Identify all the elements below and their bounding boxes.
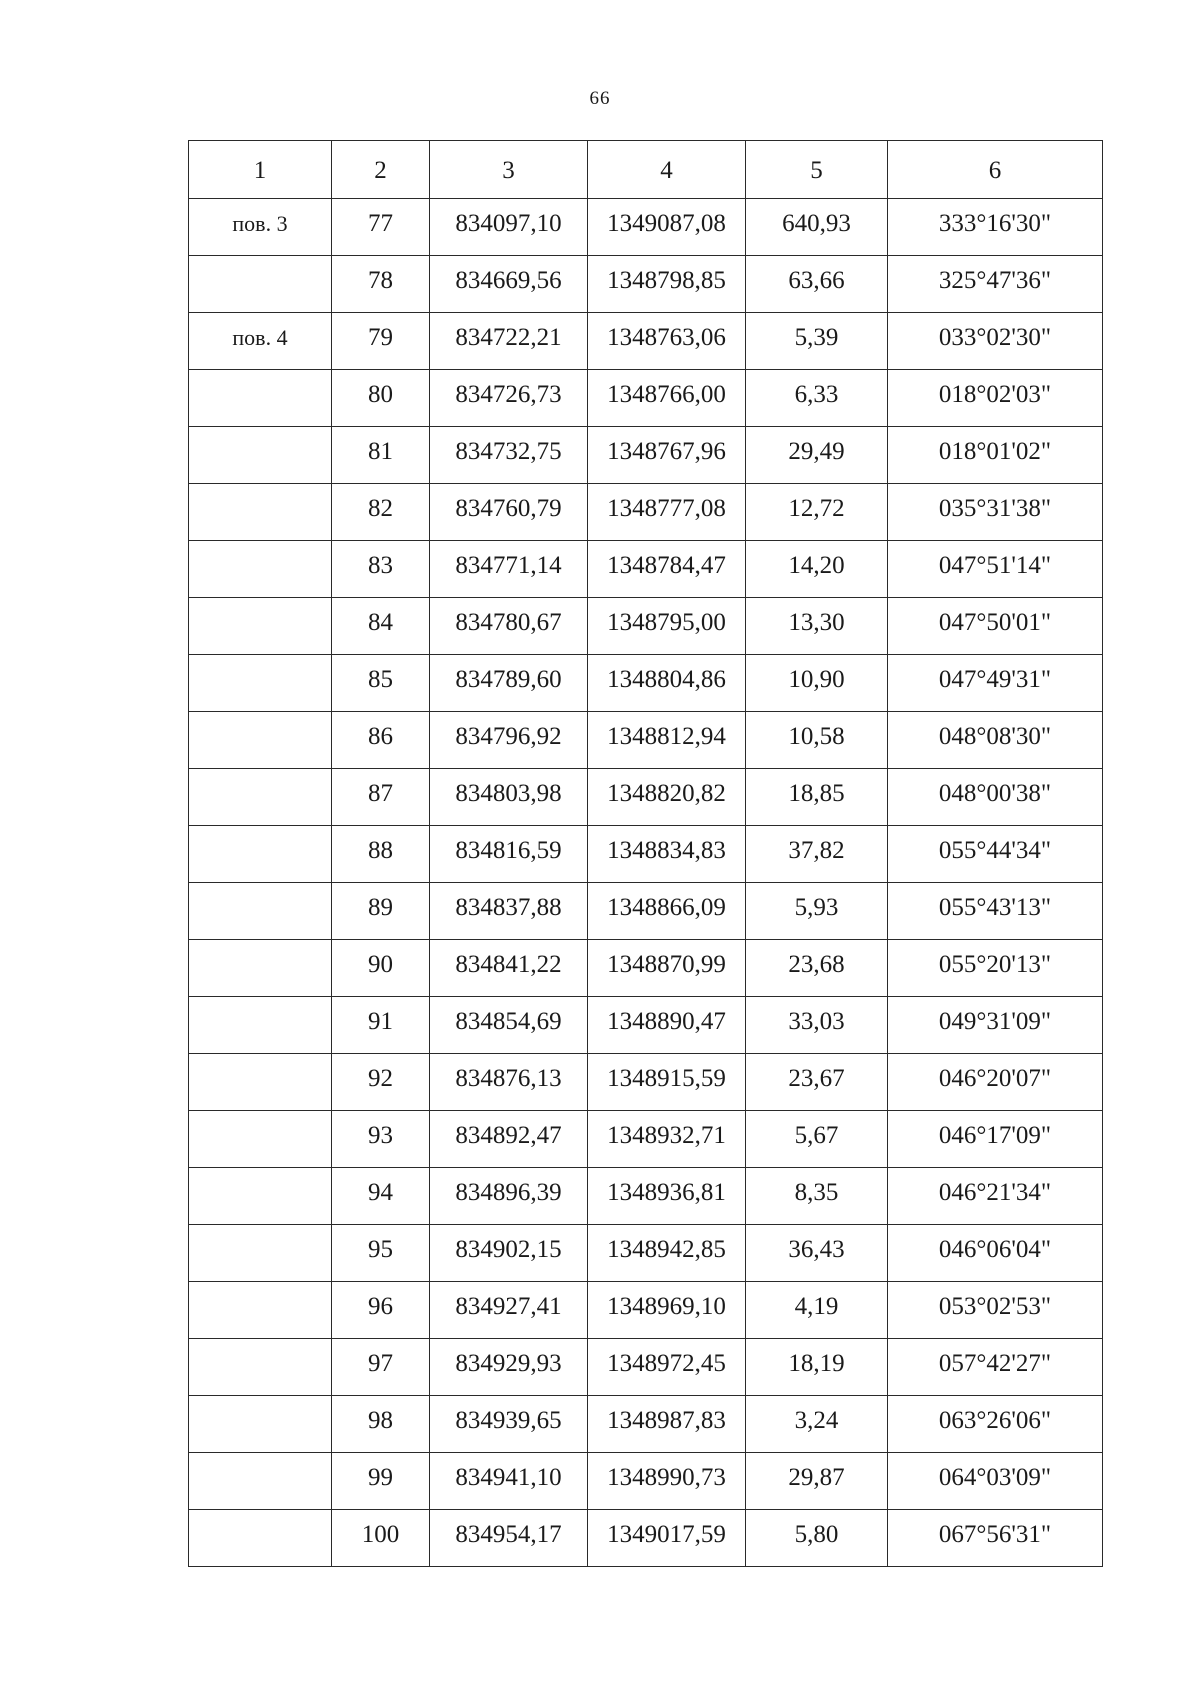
direction-angle-cell: 033°02'30" bbox=[888, 313, 1103, 370]
table-row bbox=[189, 826, 1103, 883]
point-number-cell: 94 bbox=[332, 1168, 430, 1225]
table-row bbox=[189, 997, 1103, 1054]
point-number-cell: 77 bbox=[332, 199, 430, 256]
x-coordinate-cell: 834726,73 bbox=[430, 370, 588, 427]
table-row bbox=[189, 940, 1103, 997]
segment-length-cell: 10,90 bbox=[746, 655, 888, 712]
segment-length-cell: 5,67 bbox=[746, 1111, 888, 1168]
y-coordinate-cell: 1348987,83 bbox=[588, 1396, 746, 1453]
y-coordinate-cell: 1348834,83 bbox=[588, 826, 746, 883]
x-coordinate-cell: 834896,39 bbox=[430, 1168, 588, 1225]
segment-length-cell: 18,19 bbox=[746, 1339, 888, 1396]
column-header-3: 3 bbox=[430, 141, 588, 199]
direction-angle-cell: 053°02'53" bbox=[888, 1282, 1103, 1339]
direction-angle-cell: 047°51'14" bbox=[888, 541, 1103, 598]
segment-length-cell: 6,33 bbox=[746, 370, 888, 427]
direction-angle-cell: 067°56'31" bbox=[888, 1510, 1103, 1567]
table-row bbox=[189, 1054, 1103, 1111]
point-number-cell: 92 bbox=[332, 1054, 430, 1111]
direction-angle-cell: 057°42'27" bbox=[888, 1339, 1103, 1396]
point-number-cell: 88 bbox=[332, 826, 430, 883]
header-row bbox=[189, 141, 1103, 199]
segment-length-cell: 5,39 bbox=[746, 313, 888, 370]
segment-length-cell: 29,87 bbox=[746, 1453, 888, 1510]
y-coordinate-cell: 1348870,99 bbox=[588, 940, 746, 997]
column-header-5: 5 bbox=[746, 141, 888, 199]
column-header-4: 4 bbox=[588, 141, 746, 199]
segment-length-cell: 23,67 bbox=[746, 1054, 888, 1111]
y-coordinate-cell: 1349017,59 bbox=[588, 1510, 746, 1567]
segment-length-cell: 29,49 bbox=[746, 427, 888, 484]
x-coordinate-cell: 834929,93 bbox=[430, 1339, 588, 1396]
direction-angle-cell: 055°20'13" bbox=[888, 940, 1103, 997]
x-coordinate-cell: 834892,47 bbox=[430, 1111, 588, 1168]
turn-label-cell bbox=[189, 1168, 332, 1225]
segment-length-cell: 33,03 bbox=[746, 997, 888, 1054]
turn-label-cell bbox=[189, 826, 332, 883]
segment-length-cell: 3,24 bbox=[746, 1396, 888, 1453]
direction-angle-cell: 048°00'38" bbox=[888, 769, 1103, 826]
y-coordinate-cell: 1348784,47 bbox=[588, 541, 746, 598]
y-coordinate-cell: 1348812,94 bbox=[588, 712, 746, 769]
page-number: 66 bbox=[589, 88, 611, 109]
segment-length-cell: 8,35 bbox=[746, 1168, 888, 1225]
turn-label-cell bbox=[189, 484, 332, 541]
point-number-cell: 85 bbox=[332, 655, 430, 712]
column-header-6: 6 bbox=[888, 141, 1103, 199]
x-coordinate-cell: 834837,88 bbox=[430, 883, 588, 940]
table-row bbox=[189, 1510, 1103, 1567]
turn-label-cell bbox=[189, 256, 332, 313]
point-number-cell: 97 bbox=[332, 1339, 430, 1396]
direction-angle-cell: 047°50'01" bbox=[888, 598, 1103, 655]
segment-length-cell: 12,72 bbox=[746, 484, 888, 541]
table-row bbox=[189, 1111, 1103, 1168]
point-number-cell: 93 bbox=[332, 1111, 430, 1168]
table-row bbox=[189, 1396, 1103, 1453]
y-coordinate-cell: 1348795,00 bbox=[588, 598, 746, 655]
y-coordinate-cell: 1348990,73 bbox=[588, 1453, 746, 1510]
x-coordinate-cell: 834760,79 bbox=[430, 484, 588, 541]
direction-angle-cell: 047°49'31" bbox=[888, 655, 1103, 712]
x-coordinate-cell: 834803,98 bbox=[430, 769, 588, 826]
table-row bbox=[189, 712, 1103, 769]
turn-label-cell bbox=[189, 712, 332, 769]
turn-label-cell bbox=[189, 598, 332, 655]
point-number-cell: 91 bbox=[332, 997, 430, 1054]
coordinates-table bbox=[188, 140, 1103, 1567]
y-coordinate-cell: 1348942,85 bbox=[588, 1225, 746, 1282]
point-number-cell: 79 bbox=[332, 313, 430, 370]
direction-angle-cell: 055°43'13" bbox=[888, 883, 1103, 940]
segment-length-cell: 63,66 bbox=[746, 256, 888, 313]
y-coordinate-cell: 1348798,85 bbox=[588, 256, 746, 313]
direction-angle-cell: 035°31'38" bbox=[888, 484, 1103, 541]
turn-label-cell bbox=[189, 1282, 332, 1339]
y-coordinate-cell: 1348804,86 bbox=[588, 655, 746, 712]
turn-label-cell bbox=[189, 1225, 332, 1282]
x-coordinate-cell: 834816,59 bbox=[430, 826, 588, 883]
y-coordinate-cell: 1348820,82 bbox=[588, 769, 746, 826]
y-coordinate-cell: 1348763,06 bbox=[588, 313, 746, 370]
segment-length-cell: 5,93 bbox=[746, 883, 888, 940]
table-body bbox=[189, 199, 1103, 1567]
point-number-cell: 80 bbox=[332, 370, 430, 427]
table-row bbox=[189, 769, 1103, 826]
turn-label-cell bbox=[189, 1054, 332, 1111]
point-number-cell: 98 bbox=[332, 1396, 430, 1453]
turn-label-cell bbox=[189, 1111, 332, 1168]
y-coordinate-cell: 1348890,47 bbox=[588, 997, 746, 1054]
x-coordinate-cell: 834097,10 bbox=[430, 199, 588, 256]
turn-label-cell bbox=[189, 370, 332, 427]
table-row bbox=[189, 598, 1103, 655]
y-coordinate-cell: 1348972,45 bbox=[588, 1339, 746, 1396]
y-coordinate-cell: 1348767,96 bbox=[588, 427, 746, 484]
point-number-cell: 99 bbox=[332, 1453, 430, 1510]
y-coordinate-cell: 1348866,09 bbox=[588, 883, 746, 940]
y-coordinate-cell: 1348766,00 bbox=[588, 370, 746, 427]
x-coordinate-cell: 834796,92 bbox=[430, 712, 588, 769]
table-row bbox=[189, 1282, 1103, 1339]
table-row bbox=[189, 1339, 1103, 1396]
x-coordinate-cell: 834722,21 bbox=[430, 313, 588, 370]
turn-label-cell bbox=[189, 997, 332, 1054]
direction-angle-cell: 064°03'09" bbox=[888, 1453, 1103, 1510]
x-coordinate-cell: 834954,17 bbox=[430, 1510, 588, 1567]
segment-length-cell: 13,30 bbox=[746, 598, 888, 655]
table-row bbox=[189, 1168, 1103, 1225]
x-coordinate-cell: 834669,56 bbox=[430, 256, 588, 313]
turn-label-cell bbox=[189, 1396, 332, 1453]
y-coordinate-cell: 1348969,10 bbox=[588, 1282, 746, 1339]
turn-label-cell: пов. 4 bbox=[189, 313, 332, 370]
x-coordinate-cell: 834876,13 bbox=[430, 1054, 588, 1111]
direction-angle-cell: 055°44'34" bbox=[888, 826, 1103, 883]
point-number-cell: 100 bbox=[332, 1510, 430, 1567]
y-coordinate-cell: 1348936,81 bbox=[588, 1168, 746, 1225]
point-number-cell: 96 bbox=[332, 1282, 430, 1339]
table-row bbox=[189, 370, 1103, 427]
segment-length-cell: 10,58 bbox=[746, 712, 888, 769]
table-row bbox=[189, 313, 1103, 370]
segment-length-cell: 36,43 bbox=[746, 1225, 888, 1282]
turn-label-cell bbox=[189, 541, 332, 598]
y-coordinate-cell: 1348932,71 bbox=[588, 1111, 746, 1168]
x-coordinate-cell: 834902,15 bbox=[430, 1225, 588, 1282]
table-row bbox=[189, 655, 1103, 712]
x-coordinate-cell: 834939,65 bbox=[430, 1396, 588, 1453]
point-number-cell: 78 bbox=[332, 256, 430, 313]
turn-label-cell bbox=[189, 940, 332, 997]
table-row bbox=[189, 1225, 1103, 1282]
x-coordinate-cell: 834927,41 bbox=[430, 1282, 588, 1339]
point-number-cell: 82 bbox=[332, 484, 430, 541]
turn-label-cell bbox=[189, 427, 332, 484]
turn-label-cell: пов. 3 bbox=[189, 199, 332, 256]
direction-angle-cell: 063°26'06" bbox=[888, 1396, 1103, 1453]
point-number-cell: 86 bbox=[332, 712, 430, 769]
table-header bbox=[189, 141, 1103, 199]
direction-angle-cell: 048°08'30" bbox=[888, 712, 1103, 769]
table-row bbox=[189, 883, 1103, 940]
direction-angle-cell: 049°31'09" bbox=[888, 997, 1103, 1054]
point-number-cell: 87 bbox=[332, 769, 430, 826]
point-number-cell: 90 bbox=[332, 940, 430, 997]
table-row bbox=[189, 484, 1103, 541]
segment-length-cell: 18,85 bbox=[746, 769, 888, 826]
x-coordinate-cell: 834854,69 bbox=[430, 997, 588, 1054]
direction-angle-cell: 018°02'03" bbox=[888, 370, 1103, 427]
table-row bbox=[189, 427, 1103, 484]
point-number-cell: 89 bbox=[332, 883, 430, 940]
turn-label-cell bbox=[189, 883, 332, 940]
direction-angle-cell: 333°16'30" bbox=[888, 199, 1103, 256]
table-row bbox=[189, 199, 1103, 256]
y-coordinate-cell: 1348777,08 bbox=[588, 484, 746, 541]
table-row bbox=[189, 256, 1103, 313]
direction-angle-cell: 046°06'04" bbox=[888, 1225, 1103, 1282]
turn-label-cell bbox=[189, 1453, 332, 1510]
turn-label-cell bbox=[189, 1510, 332, 1567]
column-header-1: 1 bbox=[189, 141, 332, 199]
x-coordinate-cell: 834941,10 bbox=[430, 1453, 588, 1510]
x-coordinate-cell: 834841,22 bbox=[430, 940, 588, 997]
segment-length-cell: 5,80 bbox=[746, 1510, 888, 1567]
segment-length-cell: 23,68 bbox=[746, 940, 888, 997]
x-coordinate-cell: 834732,75 bbox=[430, 427, 588, 484]
x-coordinate-cell: 834780,67 bbox=[430, 598, 588, 655]
direction-angle-cell: 046°21'34" bbox=[888, 1168, 1103, 1225]
y-coordinate-cell: 1349087,08 bbox=[588, 199, 746, 256]
segment-length-cell: 4,19 bbox=[746, 1282, 888, 1339]
table-row bbox=[189, 1453, 1103, 1510]
point-number-cell: 84 bbox=[332, 598, 430, 655]
x-coordinate-cell: 834771,14 bbox=[430, 541, 588, 598]
direction-angle-cell: 325°47'36" bbox=[888, 256, 1103, 313]
x-coordinate-cell: 834789,60 bbox=[430, 655, 588, 712]
turn-label-cell bbox=[189, 1339, 332, 1396]
point-number-cell: 81 bbox=[332, 427, 430, 484]
direction-angle-cell: 046°17'09" bbox=[888, 1111, 1103, 1168]
column-header-2: 2 bbox=[332, 141, 430, 199]
direction-angle-cell: 018°01'02" bbox=[888, 427, 1103, 484]
turn-label-cell bbox=[189, 655, 332, 712]
segment-length-cell: 14,20 bbox=[746, 541, 888, 598]
y-coordinate-cell: 1348915,59 bbox=[588, 1054, 746, 1111]
segment-length-cell: 37,82 bbox=[746, 826, 888, 883]
segment-length-cell: 640,93 bbox=[746, 199, 888, 256]
table-row bbox=[189, 541, 1103, 598]
point-number-cell: 95 bbox=[332, 1225, 430, 1282]
point-number-cell: 83 bbox=[332, 541, 430, 598]
turn-label-cell bbox=[189, 769, 332, 826]
direction-angle-cell: 046°20'07" bbox=[888, 1054, 1103, 1111]
